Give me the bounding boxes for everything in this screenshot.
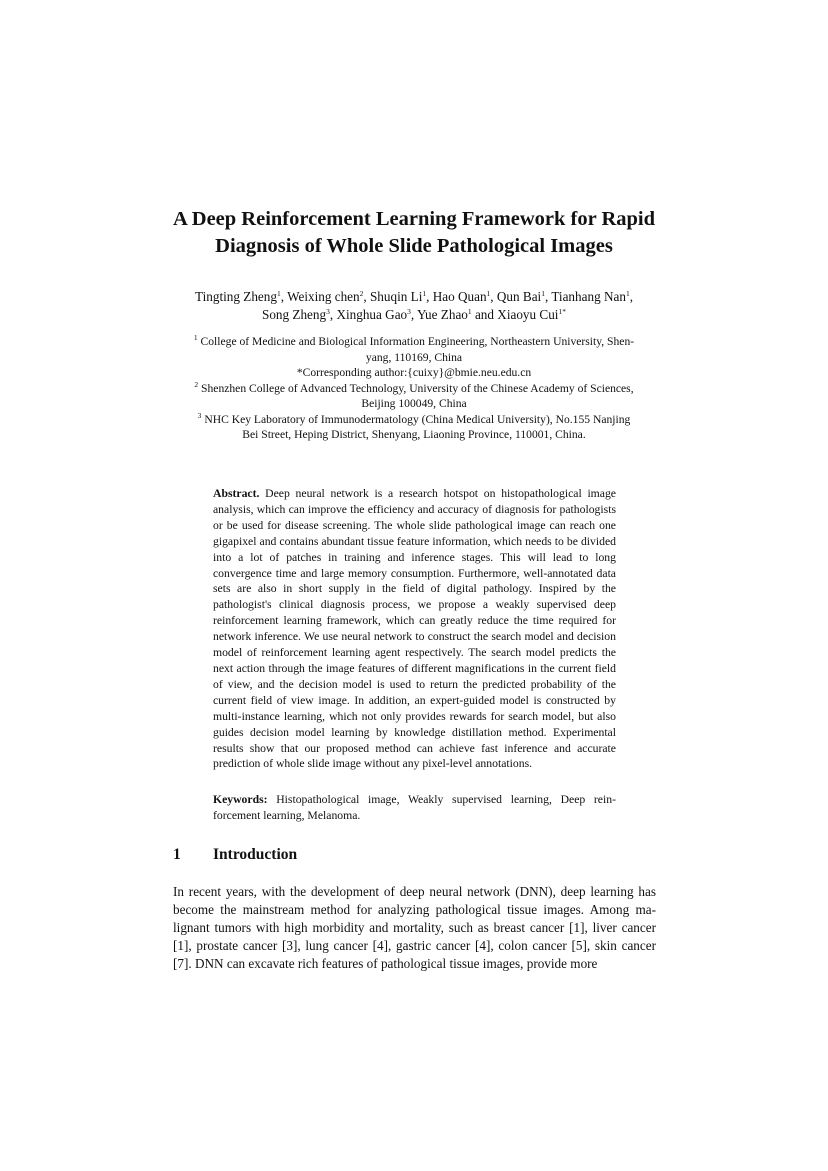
author-separator: , bbox=[426, 289, 433, 304]
author-affiliation-mark: 1 bbox=[276, 289, 281, 298]
abstract-text: Deep neural network is a research hotspot on histopathological image analysis, which can improve the efficiency and accuracy of diagnosis for pathologists or be used for disease screening. The whole slide pathological image can reach one gigapixel and contains abundant tissue feature information, which needs to be divided into a lot of patches in training and inference stages. This will lead to long convergence time and large memory consumption. Furthermore, well-annotated data sets are also in short supply in the field of digital pathology. Inspired by the pathologist's clinical diagnosis process, we propose a weakly supervised deep reinforcement learning framework, which can greatly reduce the time required for network inference. We use neural network to construct the search model and decision model of reinforcement learning agent respectively. The search model predicts the next action through the image features of different magnifications in the current field of view, and the decision model is used to return the predicted probability of the current field of view image. In addition, an expert-guided model is constructed by multi-instance learning, which not only provides rewards for search model, but also guides decision model learning by knowledge distillation method. Experimental results show that our proposed method can achieve fast inference and accurate prediction of whole slide image without any pixel-level annotations. bbox=[213, 487, 616, 771]
affiliation-2: $^2$ Shenzhen College of Advanced Technology, University of the Chinese Academy of Sciences, bbox=[194, 379, 634, 395]
introduction-paragraph: In recent years, with the development of deep neural network (DNN), deep learning has become the mainstream method for analyzing pathological tissue images. Among malignant tumors with high morbidity and mortality, such as breast cancer [1], liver cancer [1], prostate cancer [3], lung cancer [4], gastric cancer [4], colon cancer [5], skin cancer [7]. DNN can excavate rich features of pathological tissue images, provide more bbox=[173, 884, 656, 971]
section-title: Introduction bbox=[213, 846, 298, 863]
author-separator: , bbox=[629, 289, 633, 304]
abstract-label: Abstract. bbox=[213, 487, 260, 500]
author-list bbox=[150, 288, 678, 324]
author-name: Hao Quan bbox=[432, 289, 487, 304]
author-affiliation-mark: 1 bbox=[467, 307, 472, 316]
author-name: Song Zheng bbox=[262, 307, 327, 322]
author-affiliation-mark: 1 bbox=[625, 289, 630, 298]
author-name: Qun Bai bbox=[496, 289, 542, 304]
author-name: Tianhang Nan bbox=[551, 289, 626, 304]
affiliation-2-cont: Beijing 100049, China bbox=[361, 397, 467, 410]
author-separator: , bbox=[410, 307, 417, 322]
author-separator: , bbox=[490, 289, 497, 304]
author-affiliation-mark: 3 bbox=[407, 307, 411, 316]
abstract bbox=[213, 486, 616, 772]
author-separator: and bbox=[471, 307, 498, 322]
author-affiliation-mark: 1 bbox=[541, 289, 545, 298]
author-name: Xinghua Gao bbox=[336, 307, 408, 322]
author-affiliation-mark: 1 bbox=[486, 289, 491, 298]
title-line-2: Diagnosis of Whole Slide Pathological Images bbox=[215, 235, 613, 257]
author-affiliation-mark: 1 bbox=[422, 289, 427, 298]
author-name: Shuqin Li bbox=[369, 289, 423, 304]
author-affiliation-mark: 3 bbox=[326, 307, 330, 316]
author-separator: , bbox=[329, 307, 337, 322]
keywords bbox=[213, 792, 616, 824]
section-number: 1 bbox=[173, 846, 181, 863]
author-separator: , bbox=[363, 289, 370, 304]
author-name: Weixing chen bbox=[287, 289, 360, 304]
affiliation-1-cont: yang, 110169, China bbox=[365, 350, 463, 364]
author-separator: , bbox=[544, 289, 552, 304]
author-affiliation-mark: 1* bbox=[558, 307, 566, 316]
author-name: Tingting Zheng bbox=[195, 289, 277, 304]
keywords-label: Keywords: bbox=[213, 793, 268, 806]
keywords-text: Histopathological image, Weakly supervised learning, Deep reinforcement learning, Melanoma. bbox=[213, 793, 616, 822]
author-name: Yue Zhao bbox=[417, 307, 468, 322]
author-affiliation-mark: 2 bbox=[359, 289, 364, 298]
affiliation-3: $^3$ NHC Key Laboratory of Immunodermatology (China Medical University), No.155 Nanjing bbox=[197, 410, 631, 426]
title-line-1: A Deep Reinforcement Learning Framework for Rapid bbox=[172, 208, 656, 230]
affiliation-1: $^1$ College of Medicine and Biological Information Engineering, Northeastern University, Shen- bbox=[193, 333, 635, 348]
affiliation-3-cont: Bei Street, Heping District, Shenyang, Liaoning Province, 110001, China. bbox=[242, 428, 586, 441]
corresponding-author: *Corresponding author:{cuixy}@bmie.neu.edu.cn bbox=[296, 366, 532, 379]
paper-title bbox=[120, 206, 708, 260]
author-name: Xiaoyu Cui bbox=[497, 307, 559, 322]
author-separator: , bbox=[280, 289, 288, 304]
affiliations bbox=[170, 334, 658, 443]
